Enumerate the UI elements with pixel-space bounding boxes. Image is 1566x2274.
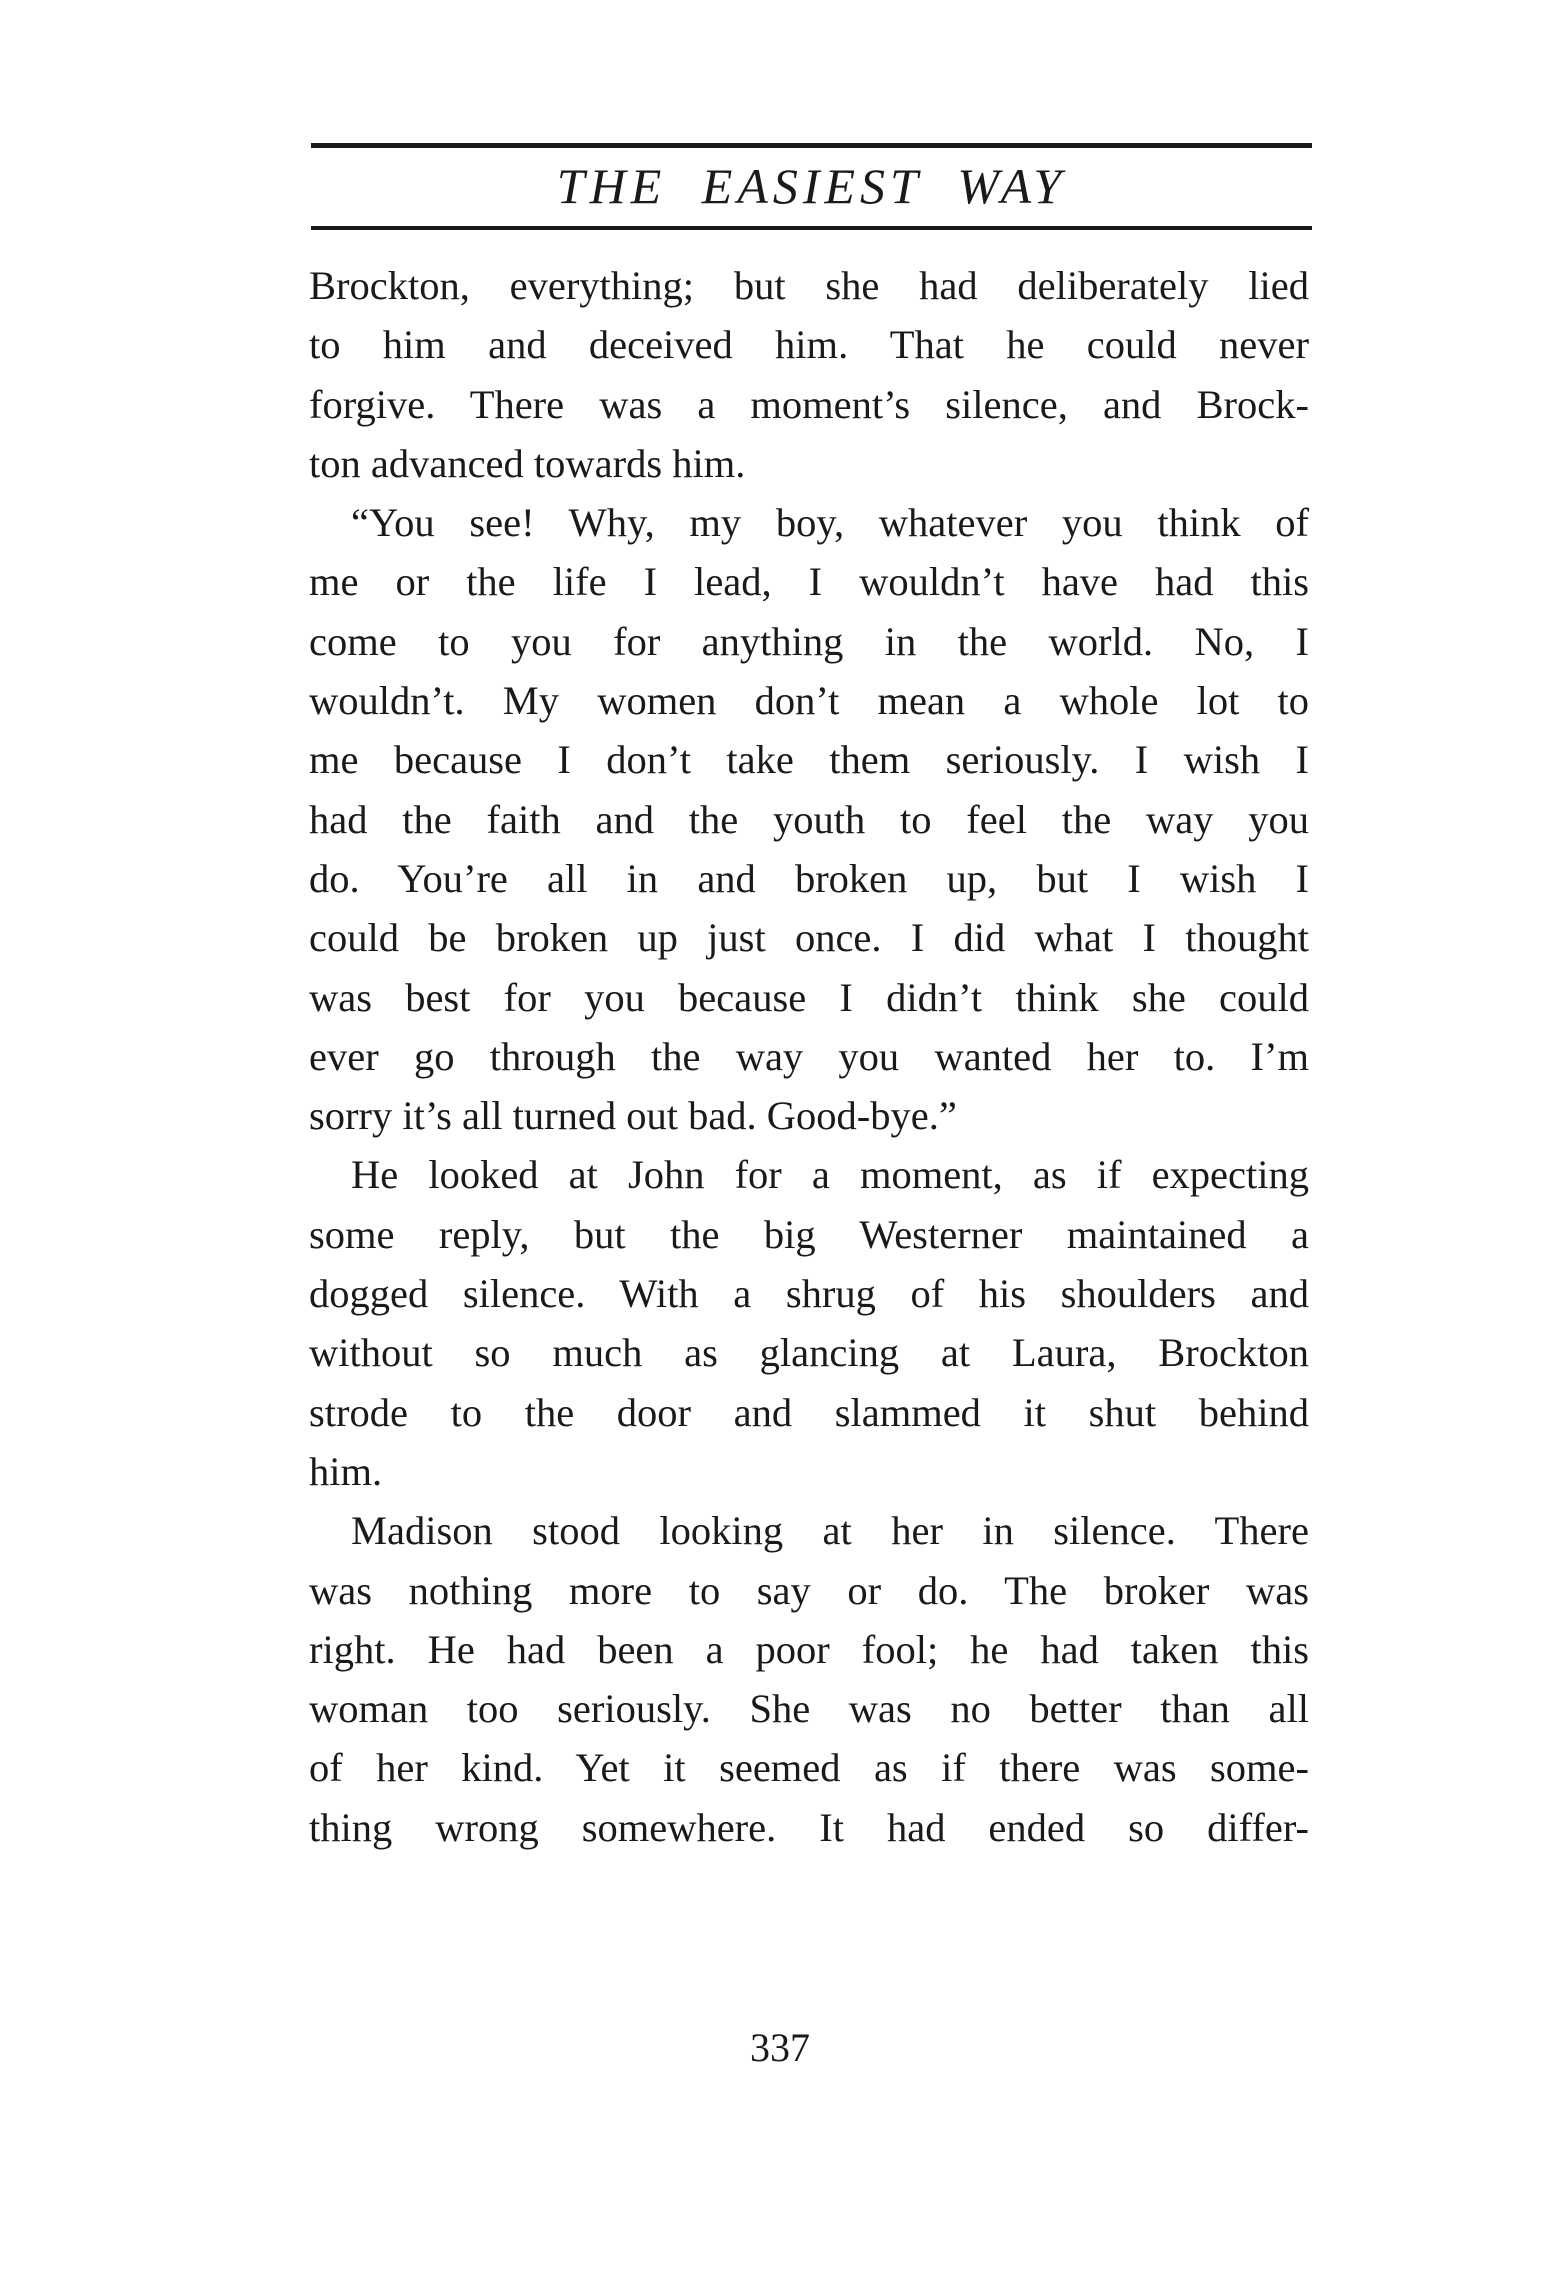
text-line: strode to the door and slammed it shut behind — [309, 1389, 1309, 1435]
text-line: me or the life I lead, I wouldn’t have had this — [309, 559, 1309, 605]
text-line: Madison stood looking at her in silence. There — [351, 1508, 1309, 1554]
text-line: “You see! Why, my boy, whatever you think of — [351, 500, 1309, 546]
text-line: was nothing more to say or do. The broker was — [309, 1567, 1309, 1613]
text-line: some reply, but the big Westerner maintained a — [309, 1211, 1309, 1257]
text-line: dogged silence. With a shrug of his shoulders and — [309, 1271, 1309, 1317]
header-rule-bottom — [311, 226, 1312, 230]
text-line: ever go through the way you wanted her to. I’m — [309, 1033, 1309, 1079]
text-line: me because I don’t take them seriously. I wish I — [309, 737, 1309, 783]
text-line: come to you for anything in the world. No, I — [309, 618, 1309, 664]
text-line: wouldn’t. My women don’t mean a whole lot to — [309, 678, 1309, 724]
text-line: woman too seriously. She was no better than all — [309, 1686, 1309, 1732]
body-text — [309, 256, 1309, 1857]
page-number: 337 — [750, 2025, 810, 2070]
text-line: had the faith and the youth to feel the way you — [309, 796, 1309, 842]
text-line: to him and deceived him. That he could never — [309, 322, 1309, 368]
running-head: THE EASIEST WAY — [556, 158, 1067, 214]
text-line: without so much as glancing at Laura, Brockton — [309, 1330, 1309, 1376]
text-line: do. You’re all in and broken up, but I wish I — [309, 855, 1309, 901]
text-line: ton advanced towards him. — [309, 440, 746, 486]
text-line: could be broken up just once. I did what I thought — [309, 915, 1309, 961]
text-line: sorry it’s all turned out bad. Good-bye.” — [309, 1093, 957, 1139]
text-line: He looked at John for a moment, as if expecting — [351, 1152, 1309, 1198]
text-line: thing wrong somewhere. It had ended so differ- — [309, 1804, 1309, 1850]
text-line: forgive. There was a moment’s silence, and Brock- — [309, 381, 1309, 427]
text-line: Brockton, everything; but she had deliberately lied — [309, 263, 1309, 308]
header-rule-top — [311, 143, 1312, 148]
text-line: right. He had been a poor fool; he had taken this — [309, 1626, 1309, 1672]
text-line: of her kind. Yet it seemed as if there was some- — [309, 1745, 1309, 1791]
text-line: was best for you because I didn’t think she could — [309, 974, 1309, 1020]
text-line: him. — [309, 1448, 383, 1494]
